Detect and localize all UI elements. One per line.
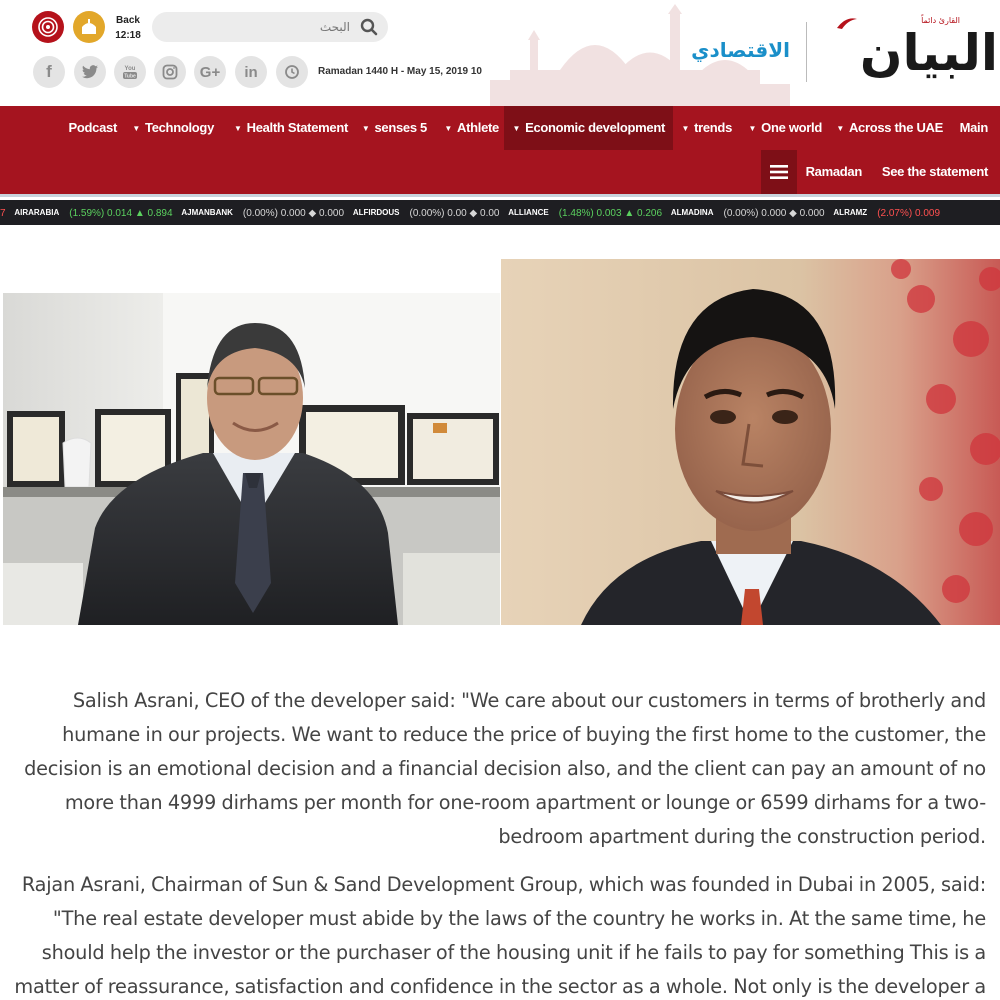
nav-item-senses-5[interactable]: [362, 106, 427, 150]
ticker-change: (0.00%) 0.000: [242, 208, 306, 219]
search-box: [152, 12, 388, 42]
current-date: Ramadan 1440 H - May 15, 2019 10: [318, 66, 482, 77]
caret-down-icon: ▼: [681, 124, 690, 133]
caret-down-icon: ▼: [132, 124, 141, 133]
search-input[interactable]: [160, 12, 350, 42]
caret-down-icon: ▼: [512, 124, 521, 133]
clock-icon[interactable]: [276, 56, 308, 88]
ticker-item[interactable]: [508, 200, 662, 225]
ticker-symbol: ALRAMZ: [833, 208, 868, 217]
ticker-symbol: AIRARABIA: [14, 208, 60, 217]
nav-item-label: Ramadan: [805, 164, 862, 179]
nav-divider: [0, 194, 1000, 197]
google-plus-icon[interactable]: G+: [194, 56, 226, 88]
flat-indicator-icon: ◆: [308, 208, 317, 219]
nav-item-trends[interactable]: [681, 106, 732, 150]
hamburger-icon: [770, 165, 788, 179]
nav-item-label: Technology: [145, 120, 214, 135]
nav-item-technology[interactable]: [132, 106, 214, 150]
nav-item-economic-development[interactable]: [504, 106, 673, 150]
flat-indicator-icon: ◆: [469, 208, 478, 219]
nav-item-label: Main: [959, 120, 988, 135]
stock-ticker[interactable]: [0, 200, 1000, 225]
ticker-change: (1.59%) 0.014: [69, 208, 133, 219]
ticker-symbol: AJMANBANK: [181, 208, 233, 217]
caret-down-icon: ▼: [444, 124, 453, 133]
ticker-item[interactable]: [14, 200, 172, 225]
ticker-value: 7: [0, 208, 6, 219]
article-photo-salish-asrani: [3, 293, 500, 625]
nav-item-label: Economic development: [525, 120, 665, 135]
back-label: Back: [116, 15, 140, 26]
ticker-item[interactable]: [671, 200, 825, 225]
ticker-value: 0.000: [799, 208, 825, 219]
nav-item-health-statement[interactable]: [234, 106, 348, 150]
caret-down-icon: ▼: [748, 124, 757, 133]
nav-item-label: Health Statement: [246, 120, 348, 135]
nav-item-see-the-statement[interactable]: [882, 150, 988, 194]
podcast-icon[interactable]: [32, 11, 64, 43]
ticker-symbol: ALFIRDOUS: [352, 208, 400, 217]
youtube-icon[interactable]: [114, 56, 146, 88]
ticker-value: 0.00: [480, 208, 500, 219]
nav-item-label: trends: [694, 120, 732, 135]
nav-item-ramadan[interactable]: [806, 150, 862, 194]
nav-item-label: One world: [761, 120, 822, 135]
nav-item-label: Across the UAE: [848, 120, 943, 135]
ticker-item[interactable]: [0, 201, 6, 225]
article-paragraph: Rajan Asrani, Chairman of Sun & Sand Development Group, which was founded in Dubai in 2005, said: "The real estate developer must abide by the laws of the country he works in. At the same time, he should help the investor or the purchaser of the housing unit if he fails to pay for something This is a matter of reassurance, satisfaction and confidence in the sector as a whole. Not only is the developer a: [14, 873, 986, 998]
section-title[interactable]: الاقتصادي: [691, 38, 790, 62]
caret-down-icon: ▼: [233, 124, 242, 133]
site-header: [0, 0, 1000, 106]
ticker-change: (0.00%) 0.000: [723, 208, 787, 219]
logo-accent-icon: [836, 16, 858, 30]
article-body: [0, 684, 1000, 1000]
nav-item-one-world[interactable]: [749, 106, 822, 150]
ticker-item[interactable]: [181, 200, 344, 225]
back-link[interactable]: [110, 13, 146, 43]
nav-item-across-the-uae[interactable]: [836, 106, 943, 150]
nav-item-athlete[interactable]: [444, 106, 499, 150]
nav-item-main[interactable]: [960, 106, 988, 150]
instagram-icon[interactable]: [154, 56, 186, 88]
ticker-item[interactable]: [353, 200, 500, 225]
logo-divider: [806, 22, 807, 82]
site-logo[interactable]: [816, 4, 1000, 94]
hamburger-menu-button[interactable]: [761, 150, 797, 194]
nav-item-label: Podcast: [68, 120, 117, 135]
article-photo-rajan-asrani: [501, 259, 1000, 625]
search-icon[interactable]: [360, 18, 378, 36]
ticker-symbol: ALLIANCE: [508, 208, 549, 217]
svg-text:Tube: Tube: [124, 73, 136, 80]
nav-row-secondary: [0, 150, 1000, 194]
mosque-app-icon[interactable]: [73, 11, 105, 43]
ticker-value: 0.894: [147, 208, 173, 219]
linkedin-icon[interactable]: in: [235, 56, 267, 88]
ticker-value: 0.206: [637, 208, 663, 219]
nav-item-label: See the statement: [881, 164, 988, 179]
arrow-up-icon: ▲: [134, 208, 145, 219]
ticker-track: [0, 200, 946, 225]
svg-text:You: You: [124, 66, 136, 72]
nav-row-primary: [0, 106, 1000, 150]
logo-slogan: القارئ دائماً: [921, 16, 960, 25]
article-paragraph: Salish Asrani, CEO of the developer said: "We care about our customers in terms of brotherly and humane in our projects. We want to reduce the price of buying the first home to the customer, the decision is an emotional decision and a financial decision also, and the client can pay an amount of no more than 4999 dirhams per month for one-room apartment or lounge or 6599 dirhams for a two-bedroom apartment during the construction period.: [24, 689, 986, 848]
nav-item-label: Athlete: [457, 120, 499, 135]
ticker-change: (1.48%) 0.003: [558, 208, 622, 219]
caret-down-icon: ▼: [836, 124, 844, 133]
facebook-icon[interactable]: f: [33, 56, 65, 88]
twitter-icon[interactable]: [74, 56, 106, 88]
caret-down-icon: ▼: [361, 124, 370, 133]
logo-text: البيان: [859, 24, 998, 82]
main-navigation: [0, 106, 1000, 194]
ticker-item[interactable]: [833, 200, 940, 225]
flat-indicator-icon: ◆: [789, 208, 797, 219]
nav-item-podcast[interactable]: [69, 106, 117, 150]
ticker-symbol: ALMADINA: [670, 208, 714, 217]
nav-item-label: senses 5: [374, 120, 427, 135]
ticker-change: (0.00%) 0.00: [409, 208, 467, 219]
current-time: 12:18: [115, 30, 141, 41]
ticker-value: 0.000: [319, 208, 345, 219]
ticker-change: (2.07%) 0.009: [877, 208, 941, 219]
arrow-up-icon: ▲: [624, 208, 635, 219]
